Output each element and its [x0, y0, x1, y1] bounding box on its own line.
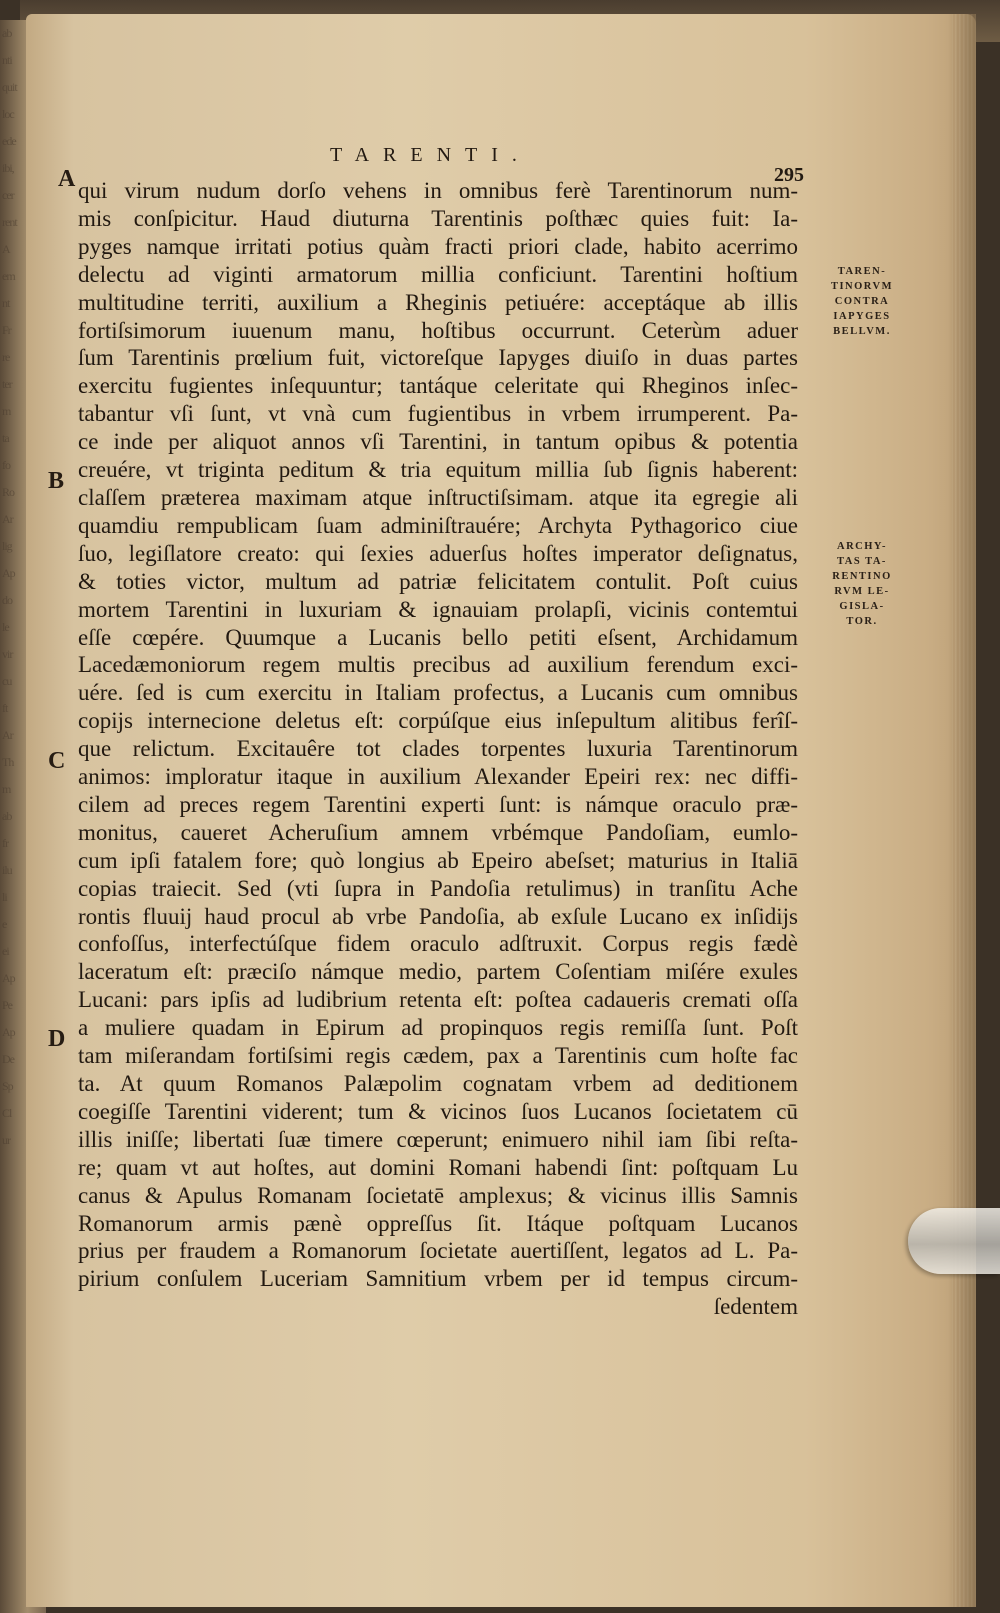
left-page-text	[2, 20, 28, 1613]
left-page-fragment: Ap	[2, 566, 15, 580]
text-line: ſuo, legiſlatore creato: qui ſexies aduerſus hoſtes imperator deſignatus,	[78, 540, 798, 566]
left-page-fragment: A	[2, 242, 10, 256]
left-page-fragment: ibi,	[2, 161, 14, 175]
left-page-fragment: Ap	[2, 971, 15, 985]
text-line: Romanorum armis pænè oppreſſus ſit. Itáque poſtquam Lucanos	[78, 1210, 798, 1236]
left-page-fragment: vir	[2, 647, 13, 661]
text-line: eſſe cœpére. Quumque a Lucanis bello petiti eſsent, Archidamum	[78, 624, 798, 650]
text-line: qui virum nudum dorſo vehens in omnibus ferè Tarentinorum num-	[78, 178, 798, 203]
page	[26, 14, 976, 1607]
left-page-fragment: ta	[2, 431, 9, 445]
text-line: uére. ſed is cum exercitu in Italiam profectus, a Lucanis cum omnibus	[78, 680, 798, 706]
left-page-fragment: em	[2, 269, 15, 283]
left-page-fragment: ab	[2, 26, 12, 40]
text-line: cum ipſi fatalem fore; quò longius ab Epeiro abeſset; maturius in Italiā	[78, 847, 798, 873]
left-page-fragment: cu	[2, 674, 12, 688]
left-page-fragment: ter	[2, 377, 12, 391]
left-page-fragment: ei	[2, 944, 9, 958]
text-line: ce inde per aliquot annos vſi Tarentini, in tantum opibus & potentia	[78, 429, 798, 455]
left-page-fragment: Ar	[2, 512, 13, 526]
body-text	[78, 177, 798, 1321]
left-page-fragment: Ap	[2, 1025, 15, 1039]
text-line: claſſem præterea maximam atque inſtructiſsimam. atque ita egregie ali	[78, 484, 798, 510]
margin-note-line: RVM LE-	[834, 586, 890, 597]
left-page-fragment: ft	[2, 701, 8, 715]
margin-note-line: CONTRA	[834, 296, 890, 307]
text-line: coegiſſe Tarentini viderent; tum & vicinos ſuos Lucanos ſocietatem cū	[78, 1098, 798, 1124]
left-page-fragment: nti	[2, 53, 12, 67]
text-line: illis iniſſe; libertati ſuæ timere cœperunt; enimuero nihil iam ſibi reſta-	[78, 1126, 798, 1152]
left-page-fragment: loc	[2, 107, 14, 121]
left-page-fragment: e	[2, 917, 7, 931]
left-page-fragment: li	[2, 890, 7, 904]
margin-note-iapyges	[808, 264, 916, 339]
text-line: delectu ad viginti armatorum millia conficiunt. Tarentini hoſtium	[78, 261, 798, 287]
left-page-fragment: ilu	[2, 863, 12, 877]
text-line: que relictum. Excitauêre tot clades torpentes luxuria Tarentinorum	[78, 736, 798, 762]
section-marker-c: C	[48, 748, 66, 774]
left-page-fragment: fr	[2, 836, 8, 850]
left-page-fragment: do	[2, 593, 12, 607]
text-line: creuére, vt triginta peditum & tria equitum millia ſub ſignis haberent:	[78, 457, 798, 483]
left-page-fragment: ur	[2, 1133, 10, 1147]
page-shadow	[948, 14, 976, 1607]
section-marker-d: D	[48, 1026, 66, 1052]
margin-note-archytas	[808, 539, 916, 629]
left-page-fragment: ede	[2, 134, 16, 148]
text-line: monitus, caueret Acheruſium amnem vrbémque Pandoſiam, eumlo-	[78, 819, 798, 845]
left-page-fragment: ab	[2, 809, 12, 823]
left-page-fragment: De	[2, 1052, 14, 1066]
left-page-fragment: quit	[2, 80, 17, 94]
text-line: tam miſerandam fortiſsimi regis cædem, pax a Tarentinis cum hoſte fac	[78, 1043, 798, 1069]
text-line: canus & Apulus Romanam ſocietatē amplexus; & vicinus illis Samnis	[78, 1182, 798, 1208]
left-page-fragment: Ar	[2, 728, 13, 742]
left-page-fragment: re	[2, 350, 10, 364]
text-line: Lacedæmoniorum regem multis precibus ad auxilium ferendum exci-	[78, 652, 798, 678]
left-page-fragment: rent	[2, 215, 17, 229]
text-line: fortiſsimorum iuuenum manu, hoſtibus occurrunt. Ceterùm aduer	[78, 317, 798, 343]
text-line: ta. At quum Romanos Palæpolim cognatam vrbem ad deditionem	[78, 1071, 798, 1096]
margin-note-line: TOR.	[846, 616, 878, 627]
text-line: prius per fraudem a Romanorum ſocietate auertiſſent, legatos ad L. Pa-	[78, 1238, 798, 1264]
text-line: confoſſus, interfectúſque fidem oraculo adſtruxit. Corpus regis fædè	[78, 931, 798, 957]
text-line: pirium conſulem Luceriam Samnitium vrbem per id tempus circum-	[78, 1266, 798, 1292]
text-line: laceratum eſt: præciſo námque medio, partem Coſentiam miſére exules	[78, 959, 798, 985]
section-marker-a: A	[58, 166, 76, 192]
margin-note-line: TINORVM	[830, 281, 894, 292]
margin-note-line: RENTINO	[832, 571, 892, 582]
folio-number: 295	[774, 164, 804, 186]
text-line: copijs internecione deletus eſt: corpúſque eius inſepultum alitibus ferîſ-	[78, 708, 798, 734]
margin-note-line: TAS TA-	[837, 556, 887, 567]
margin-note-line: GISLA-	[839, 601, 885, 612]
left-page-fragment: m	[2, 404, 11, 418]
left-page-fragment: Pe	[2, 998, 12, 1012]
text-line: cilem ad preces regem Tarentini experti ſunt: is námque oraculo præ-	[78, 791, 798, 817]
text-line: quamdiu rempublicam ſuam adminiſtrauére; Archyta Pythagorico ciue	[78, 512, 798, 538]
margin-note-line: IAPYGES	[833, 311, 891, 322]
margin-note-line: ARCHY-	[836, 541, 888, 552]
margin-note-line: TAREN-	[837, 266, 887, 277]
left-page-fragment: m	[2, 782, 11, 796]
text-line: pyges namque irritati potius quàm fracti priori clade, habito acerrimo	[78, 233, 798, 259]
left-page-fragment: cer	[2, 188, 14, 202]
left-page-fragment: Ro	[2, 485, 15, 499]
text-line: multitudine territi, auxilium a Rheginis petiuére: acceptáque ab illis	[78, 289, 798, 315]
section-marker-b: B	[48, 468, 65, 494]
left-page-fragment: Fr	[2, 323, 11, 337]
text-line: ſedentem	[713, 1294, 798, 1320]
left-page-fragment: le	[2, 620, 9, 634]
text-line: rontis fluuij haud procul ab vrbe Pandoſia, ab exſule Lucano ex inſidijs	[78, 903, 798, 929]
text-line: ſum Tarentinis prœlium fuit, victoreſque Iapyges diuiſo in duas partes	[78, 345, 798, 371]
margin-note-line: BELLVM.	[833, 326, 891, 337]
text-line: Lucani: pars ipſis ad ludibrium retenta eſt: poſtea cadaueris cremati oſſa	[78, 987, 798, 1013]
left-page-fragment: Cl	[2, 1106, 12, 1120]
left-page-fragment: Th	[2, 755, 14, 769]
text-line: mortem Tarentini in luxuriam & ignauiam prolapſi, vicinis contemtui	[78, 596, 798, 622]
text-line: tabantur vſi ſunt, vt vnà cum fugientibus in vrbem irrumperent. Pa-	[78, 401, 798, 427]
running-head: TARENTI.	[330, 144, 531, 166]
text-line: re; quam vt aut hoſtes, aut domini Romani habendi ſint: poſtquam Lu	[78, 1154, 798, 1180]
text-line: animos: imploratur itaque in auxilium Alexander Epeiri rex: nec diffi-	[78, 764, 798, 790]
text-line: & toties victor, multum ad patriæ felicitatem contulit. Poſt cuius	[78, 568, 798, 594]
left-page-fragment: Sp	[2, 1079, 13, 1093]
left-page-fragment: nt	[2, 296, 10, 310]
text-line: exercitu fugientes inſequuntur; tantáque celeritate qui Rheginos inſec-	[78, 373, 798, 399]
text-line: copias traiecit. Sed (vti ſupra in Pandoſia retulimus) in tranſitu Ache	[78, 875, 798, 901]
text-line: a muliere quadam in Epirum ad propinquos regis remiſſa ſunt. Poſt	[78, 1015, 798, 1041]
left-page-fragment: fo	[2, 458, 10, 472]
left-page-fragment: lig	[2, 539, 12, 553]
page-clip	[908, 1208, 1000, 1274]
text-line: mis conſpicitur. Haud diuturna Tarentinis poſthæc quies fuit: Ia-	[78, 205, 798, 231]
